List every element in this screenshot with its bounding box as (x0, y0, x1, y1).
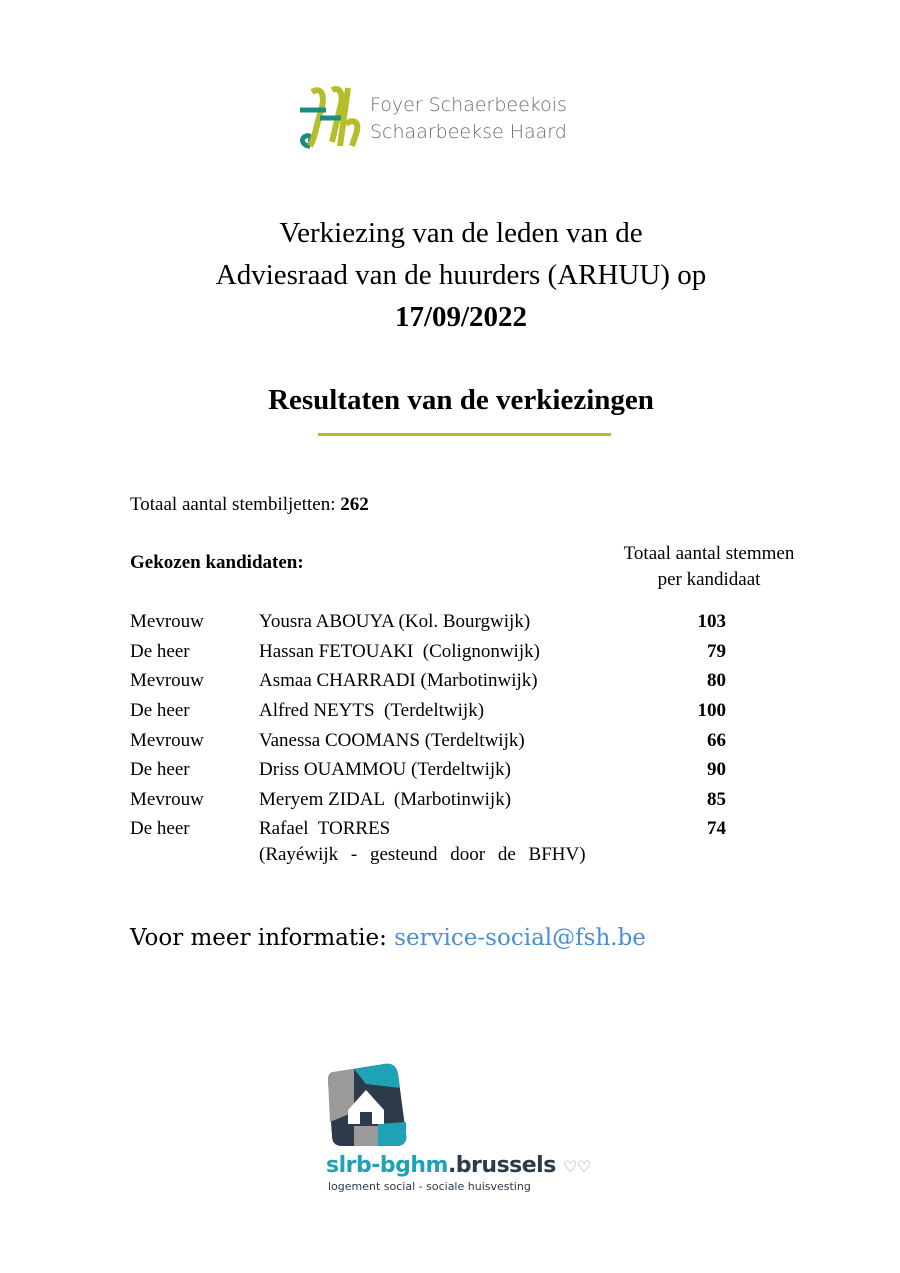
candidate-name: Yousra ABOUYA (Kol. Bourgwijk) (259, 611, 531, 632)
candidate-row (130, 610, 730, 640)
candidate-votes: 74 (707, 818, 726, 839)
fsh-logo (296, 84, 567, 156)
candidate-salutation: Mevrouw (130, 611, 204, 632)
fsh-logo-mark-icon (296, 84, 366, 156)
candidate-votes: 80 (707, 670, 726, 691)
candidate-note: (Rayéwijk - gesteund door de BFHV) (259, 844, 586, 865)
candidate-votes: 85 (707, 789, 726, 810)
email-link[interactable]: service-social@fsh.be (394, 925, 646, 951)
candidate-salutation: De heer (130, 759, 190, 780)
logo-line-2: Schaarbeekse Haard (370, 121, 567, 143)
total-ballots-value: 262 (340, 494, 369, 515)
candidate-votes: 103 (697, 611, 726, 632)
brand-part-1: slrb-bghm (326, 1153, 448, 1178)
slrb-tagline: logement social - sociale huisvesting (328, 1180, 531, 1193)
candidate-name: Hassan FETOUAKI (Colignonwijk) (259, 641, 540, 662)
results-heading: Resultaten van de verkiezingen (268, 384, 654, 416)
total-ballots (130, 493, 369, 517)
more-info-label: Voor meer informatie: (130, 925, 387, 951)
more-info (130, 923, 646, 953)
house-logo-icon (324, 1062, 414, 1150)
slrb-brand (326, 1153, 591, 1178)
brand-part-2: .brussels (447, 1153, 556, 1178)
candidate-salutation: De heer (130, 641, 190, 662)
hearts-icon: ♡♡ (563, 1157, 591, 1176)
votes-column-heading (600, 541, 818, 593)
candidate-salutation: Mevrouw (130, 670, 204, 691)
candidate-salutation: Mevrouw (130, 730, 204, 751)
candidate-salutation: De heer (130, 700, 190, 721)
candidate-row (130, 788, 730, 818)
candidate-row (130, 669, 730, 699)
title-line-2: Adviesraad van de huurders (ARHUU) op (215, 259, 707, 291)
candidate-name: Alfred NEYTS (Terdeltwijk) (259, 700, 485, 721)
candidates-heading: Gekozen kandidaten: (130, 552, 304, 573)
candidate-row (130, 640, 730, 670)
candidate-salutation: Mevrouw (130, 789, 204, 810)
candidate-name: Asmaa CHARRADI (Marbotinwijk) (259, 670, 538, 691)
candidate-row (130, 699, 730, 729)
candidate-name: Vanessa COOMANS (Terdeltwijk) (259, 730, 525, 751)
candidate-name: Driss OUAMMOU (Terdeltwijk) (259, 759, 511, 780)
candidate-votes: 66 (707, 730, 726, 751)
candidate-row (130, 729, 730, 759)
election-date: 17/09/2022 (394, 301, 528, 333)
slrb-logo (320, 1060, 591, 1200)
candidate-name: Meryem ZIDAL (Marbotinwijk) (259, 789, 512, 810)
candidate-votes: 100 (697, 700, 726, 721)
candidate-salutation: De heer (130, 818, 190, 839)
votes-heading-line-2: per kandidaat (657, 569, 761, 590)
candidate-name: Rafael TORRES (259, 818, 391, 839)
votes-heading-line-1: Totaal aantal stemmen (623, 543, 795, 564)
logo-line-1: Foyer Schaerbeekois (370, 94, 567, 116)
title-line-1: Verkiezing van de leden van de (279, 217, 643, 249)
total-ballots-label: Totaal aantal stembiljetten: (130, 494, 336, 515)
candidate-votes: 90 (707, 759, 726, 780)
candidate-row (130, 758, 730, 788)
heading-divider (318, 433, 611, 436)
candidate-votes: 79 (707, 641, 726, 662)
